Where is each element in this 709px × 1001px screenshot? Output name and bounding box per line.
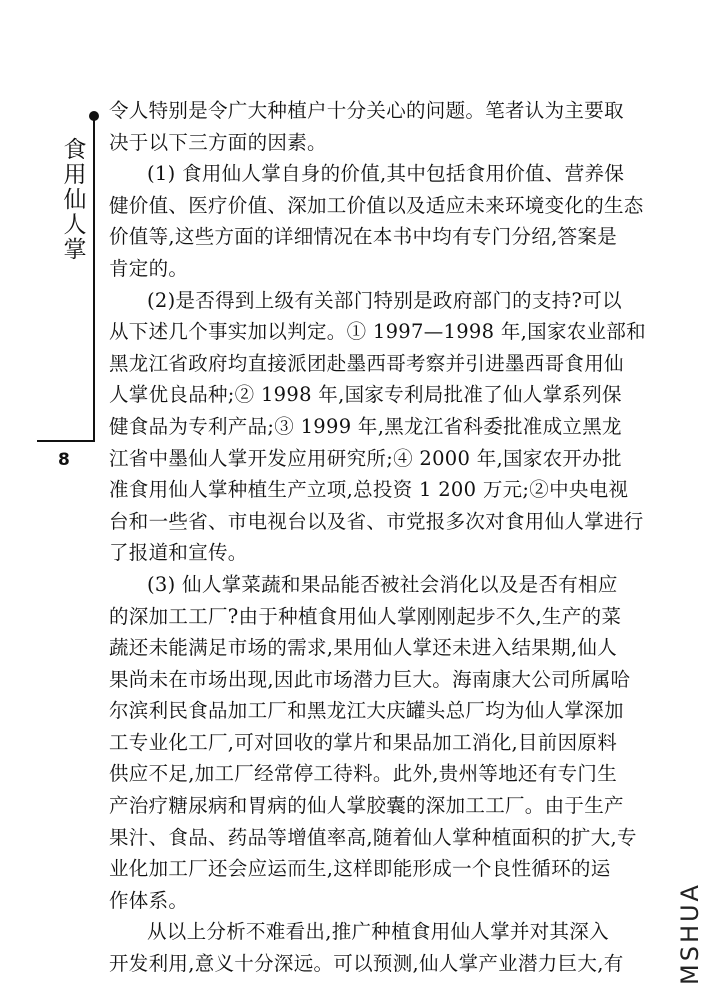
text-line: 台和一些省、市电视台以及省、市党报多次对食用仙人掌进行 [109, 509, 644, 533]
text-line: (3) 仙人掌菜蔬和果品能否被社会消化以及是否有相应 [147, 572, 618, 596]
text-line: 果汁、食品、药品等增值率高,随着仙人掌种植面积的扩大,专 [109, 825, 637, 849]
text-line: 供应不足,加工厂经常停工待料。此外,贵州等地还有专门生 [109, 762, 617, 786]
text-line: 价值等,这些方面的详细情况在本书中均有专门分绍,答案是 [109, 225, 617, 249]
margin-vertical-rule [93, 120, 95, 440]
text-line: 令人特别是令广大种植户十分关心的问题。笔者认为主要取 [109, 99, 624, 122]
text-line: 尔滨利民食品加工厂和黑龙江大庆罐头总厂均为仙人掌深加 [109, 699, 624, 723]
text-line: 肯定的。 [109, 256, 189, 280]
text-line: 从以上分析不难看出,推广种植食用仙人掌并对其深入 [147, 920, 609, 944]
text-line: 准食用仙人掌种植生产立项,总投资 1 200 万元;②中央电视 [109, 478, 629, 502]
text-line: 开发利用,意义十分深远。可以预测,仙人掌产业潜力巨大,有 [109, 952, 624, 976]
text-line: 健价值、医疗价值、深加工价值以及适应未来环境变化的生态 [109, 193, 644, 217]
text-line: 人掌优良品种;② 1998 年,国家专利局批准了仙人掌系列保 [109, 383, 622, 407]
text-line: 从下述几个事实加以判定。① 1997—1998 年,国家农业部和 [109, 320, 646, 344]
text-line: 果尚未在市场出现,因此市场潜力巨大。海南康大公司所属哈 [109, 667, 631, 691]
text-line: 工专业化工厂,可对回收的掌片和果品加工消化,目前因原料 [109, 730, 617, 754]
text-line: 健食品为专利产品;③ 1999 年,黑龙江省科委批准成立黑龙 [109, 414, 622, 438]
running-head: 食用仙人掌 [63, 137, 87, 263]
text-line: 黑龙江省政府均直接派团赴墨西哥考察并引进墨西哥食用仙 [109, 351, 624, 375]
text-line: 作体系。 [109, 888, 189, 912]
watermark: MSHUA [676, 882, 704, 985]
text-line: 产治疗糖尿病和胃病的仙人掌胶囊的深加工工厂。由于生产 [109, 794, 624, 818]
body-text [109, 95, 646, 980]
text-line: 的深加工工厂?由于种植食用仙人掌刚刚起步不久,生产的菜 [109, 604, 622, 628]
page-number: 8 [58, 450, 70, 470]
text-line: (1) 食用仙人掌自身的价值,其中包括食用价值、营养保 [147, 162, 625, 186]
text-line: (2)是否得到上级有关部门特别是政府部门的支持?可以 [147, 288, 622, 312]
text-line: 蔬还未能满足市场的需求,果用仙人掌还未进入结果期,仙人 [109, 636, 617, 660]
text-line: 江省中墨仙人掌开发应用研究所;④ 2000 年,国家农开办批 [109, 446, 622, 470]
text-line: 了报道和宣传。 [109, 541, 248, 565]
text-line: 决于以下三方面的因素。 [109, 130, 327, 154]
margin-horizontal-rule [37, 440, 95, 442]
text-line: 业化加工厂还会应运而生,这样即能形成一个良性循环的运 [109, 857, 611, 881]
